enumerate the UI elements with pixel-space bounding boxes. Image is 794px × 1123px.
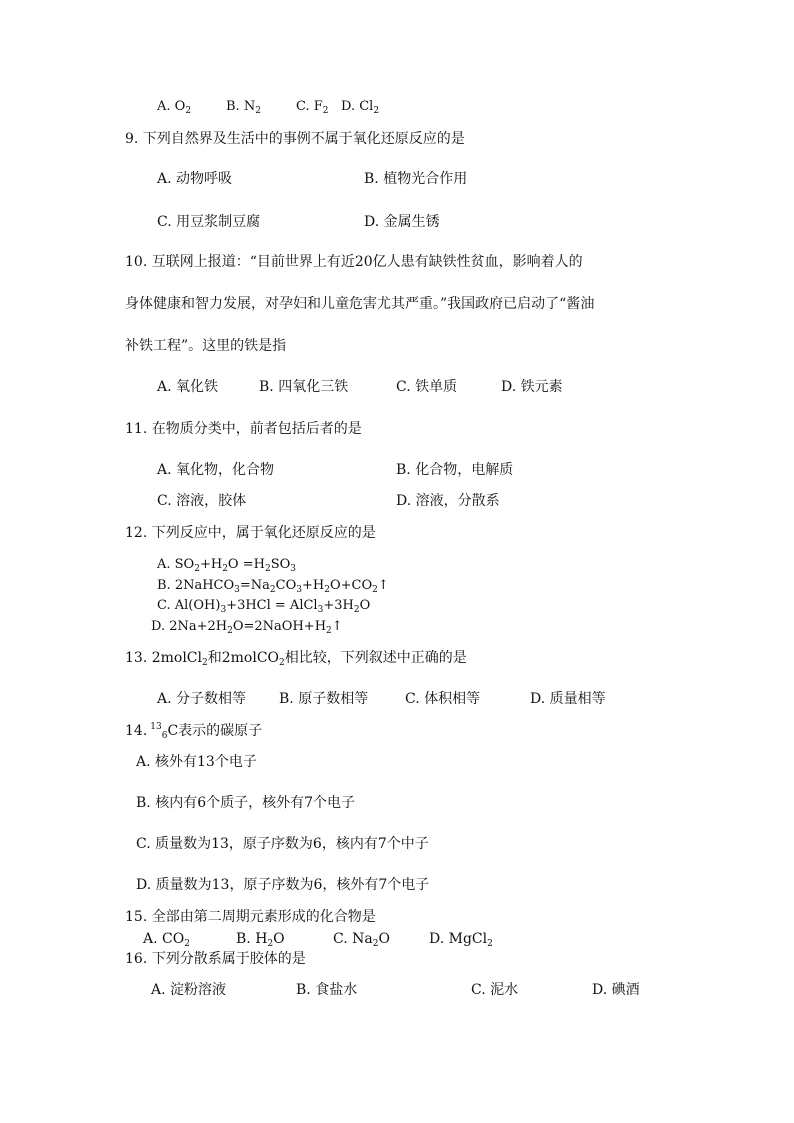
q15-option-a: A. $CO_2$ <box>143 931 190 949</box>
q9-option-c: C. 用豆浆制豆腐 <box>157 214 261 230</box>
q16-option-d: D. 碘酒 <box>592 982 640 998</box>
q10-stem-line2: 身体健康和智力发展，对孕妇和儿童危害尤其严重。”我国政府已启动了“酱油 <box>125 296 595 312</box>
q11-stem: 11. 在物质分类中，前者包括后者的是 <box>125 421 362 437</box>
q9-option-d: D. 金属生锈 <box>364 214 440 230</box>
q13-option-c: C. 体积相等 <box>405 691 481 707</box>
q8-option-c-sub: 2 <box>322 106 329 116</box>
q8-option-c <box>296 98 329 116</box>
q11-option-d: D. 溶液，分散系 <box>396 493 500 509</box>
q15-option-d: D. MgCl$_2$ <box>429 931 493 949</box>
q16-option-a: A. 淀粉溶液 <box>151 982 227 998</box>
q9-option-b: B. 植物光合作用 <box>364 171 468 187</box>
q10-option-b: B. 四氧化三铁 <box>259 379 349 395</box>
q8-option-a <box>157 98 191 116</box>
q12-option-a: A. $SO_2+H_2O =H_2SO_3$ <box>157 557 296 574</box>
q8-option-d-sub: 2 <box>373 106 380 116</box>
q14-option-c: C. 质量数为13，原子序数为6，核内有7个中子 <box>136 836 429 852</box>
q13-option-b: B. 原子数相等 <box>279 691 369 707</box>
q14-stem: 14. $^{13}_6$C表示的碳原子 <box>125 722 263 741</box>
q8-option-d <box>341 98 379 116</box>
q15-stem: 15. 全部由第二周期元素形成的化合物是 <box>125 909 376 925</box>
q14-option-a: A. 核外有13个电子 <box>136 754 257 770</box>
q13-stem: 13. 2molCl$_2$和2molCO$_2$相比较，下列叙述中正确的是 <box>125 650 467 668</box>
q12-stem: 12. 下列反应中，属于氧化还原反应的是 <box>125 525 376 541</box>
q11-option-c: C. 溶液，胶体 <box>157 493 247 509</box>
q16-option-c: C. 泥水 <box>471 982 519 998</box>
q11-option-b: B. 化合物，电解质 <box>396 462 514 478</box>
q9-option-a: A. 动物呼吸 <box>157 171 233 187</box>
q8-option-b <box>226 98 261 116</box>
q8-option-a-text: A. O <box>157 99 186 114</box>
q15-option-c: C. $Na_2O$ <box>333 931 390 949</box>
q16-stem: 16. 下列分散系属于胶体的是 <box>125 951 306 967</box>
q10-option-a: A. 氧化铁 <box>157 379 219 395</box>
q14-option-b: B. 核内有6个质子，核外有7个电子 <box>136 795 356 811</box>
q13-option-a: A. 分子数相等 <box>157 691 247 707</box>
q14-option-d: D. 质量数为13，原子序数为6，核外有7个电子 <box>136 877 430 893</box>
q16-option-b: B. 食盐水 <box>296 982 358 998</box>
q10-option-c: C. 铁单质 <box>396 379 458 395</box>
q12-option-c: C. $Al(OH)_3+3HCl$ = $AlCl_3+3H_2O$ <box>157 598 371 615</box>
q12-option-d: D. $2Na+2H_2O=2NaOH+H_2↑$ <box>151 619 343 636</box>
q10-stem-line1: 10. 互联网上报道：“目前世界上有近20亿人患有缺铁性贫血，影响着人的 <box>125 254 583 270</box>
q15-option-b: B. $H_2O$ <box>236 931 285 949</box>
q8-option-d-text: D. Cl <box>341 99 374 114</box>
q8-option-b-sub: 2 <box>255 106 261 116</box>
q9-stem: 9. 下列自然界及生活中的事例不属于氧化还原反应的是 <box>125 131 465 147</box>
q10-option-d: D. 铁元素 <box>501 379 563 395</box>
q12-option-b: B. $2NaHCO_3=Na_2CO_3+H_2O+CO_2↑$ <box>157 578 389 595</box>
q11-option-a: A. 氧化物，化合物 <box>157 462 275 478</box>
q10-stem-line3: 补铁工程”。这里的铁是指 <box>125 338 287 354</box>
q8-option-b-text: B. N <box>226 99 256 114</box>
q8-option-a-sub: 2 <box>185 106 192 116</box>
q8-option-c-text: C. F <box>296 99 323 114</box>
q13-option-d: D. 质量相等 <box>530 691 606 707</box>
